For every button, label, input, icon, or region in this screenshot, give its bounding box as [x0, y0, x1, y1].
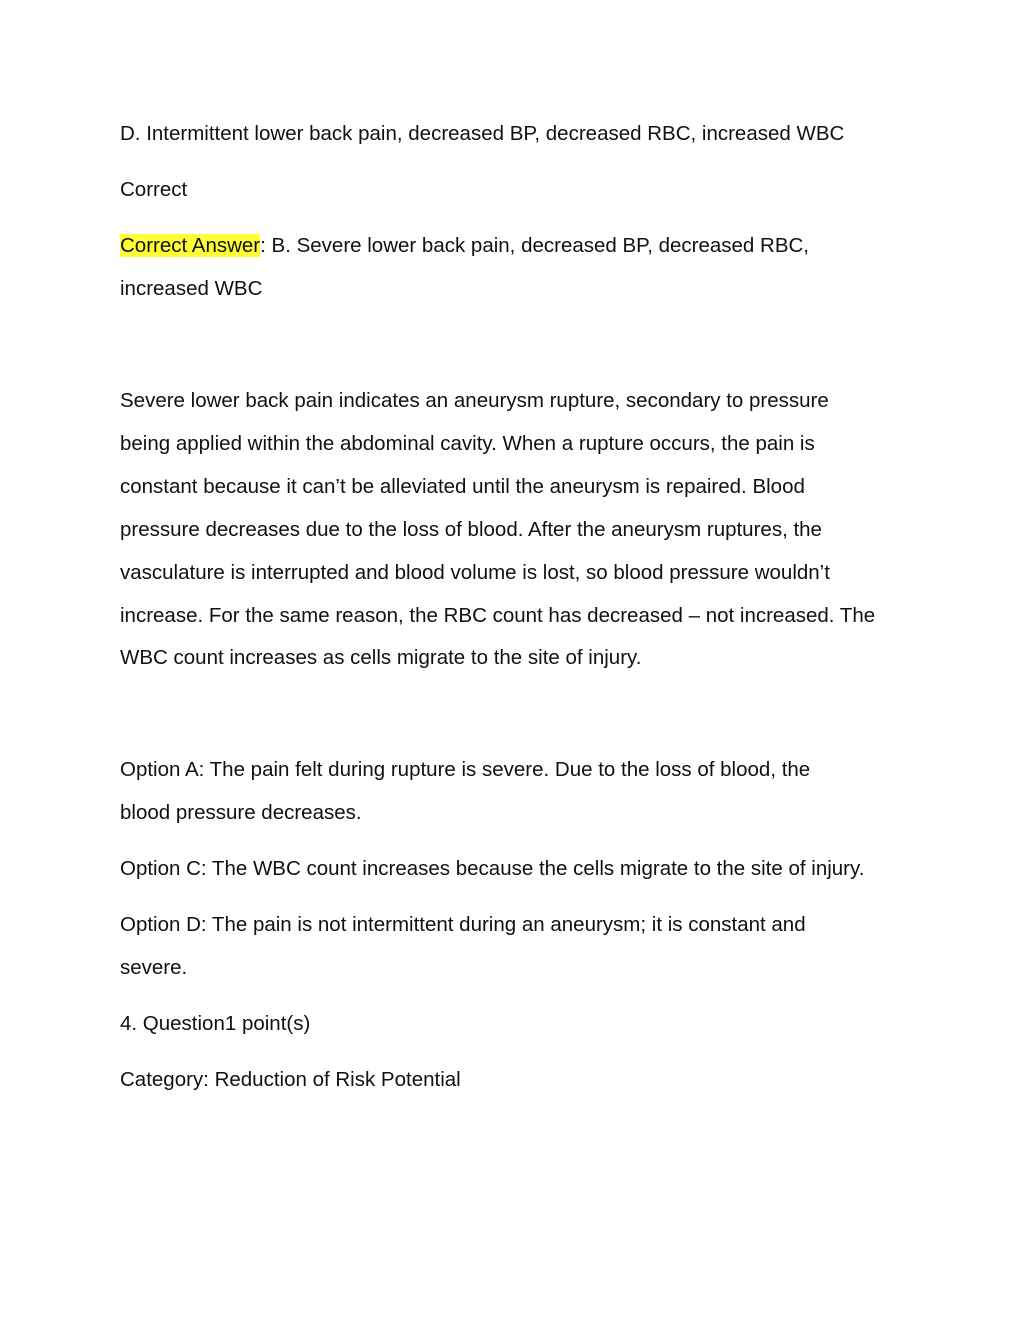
explanation-line: WBC count increases as cells migrate to the site of injury. — [120, 646, 642, 669]
explanation-line: Severe lower back pain indicates an aneurysm rupture, secondary to pressure — [120, 389, 829, 412]
option-a-explanation: blood pressure decreases. — [120, 801, 362, 824]
question-category: Category: Reduction of Risk Potential — [120, 1068, 461, 1091]
option-c-explanation: Option C: The WBC count increases because the cells migrate to the site of injury. — [120, 857, 865, 880]
explanation-line: vasculature is interrupted and blood volume is lost, so blood pressure wouldn’t — [120, 561, 830, 584]
explanation-line: constant because it can’t be alleviated until the aneurysm is repaired. Blood — [120, 475, 805, 498]
correct-answer-text: : B. Severe lower back pain, decreased BP, decreased RBC, — [260, 234, 810, 257]
answer-status: Correct — [120, 178, 188, 201]
correct-answer-label: Correct Answer — [120, 234, 261, 257]
correct-answer-line — [120, 234, 809, 258]
option-d-explanation: severe. — [120, 956, 188, 979]
option-a-explanation: Option A: The pain felt during rupture is severe. Due to the loss of blood, the — [120, 758, 811, 781]
correct-answer-continuation: increased WBC — [120, 277, 263, 300]
option-d-explanation: Option D: The pain is not intermittent during an aneurysm; it is constant and — [120, 913, 806, 936]
question-header: 4. Question1 point(s) — [120, 1012, 311, 1035]
explanation-line: pressure decreases due to the loss of blood. After the aneurysm ruptures, the — [120, 518, 822, 541]
option-d-choice: D. Intermittent lower back pain, decreased BP, decreased RBC, increased WBC — [120, 122, 845, 145]
explanation-line: increase. For the same reason, the RBC count has decreased – not increased. The — [120, 604, 876, 627]
explanation-line: being applied within the abdominal cavity. When a rupture occurs, the pain is — [120, 432, 815, 455]
